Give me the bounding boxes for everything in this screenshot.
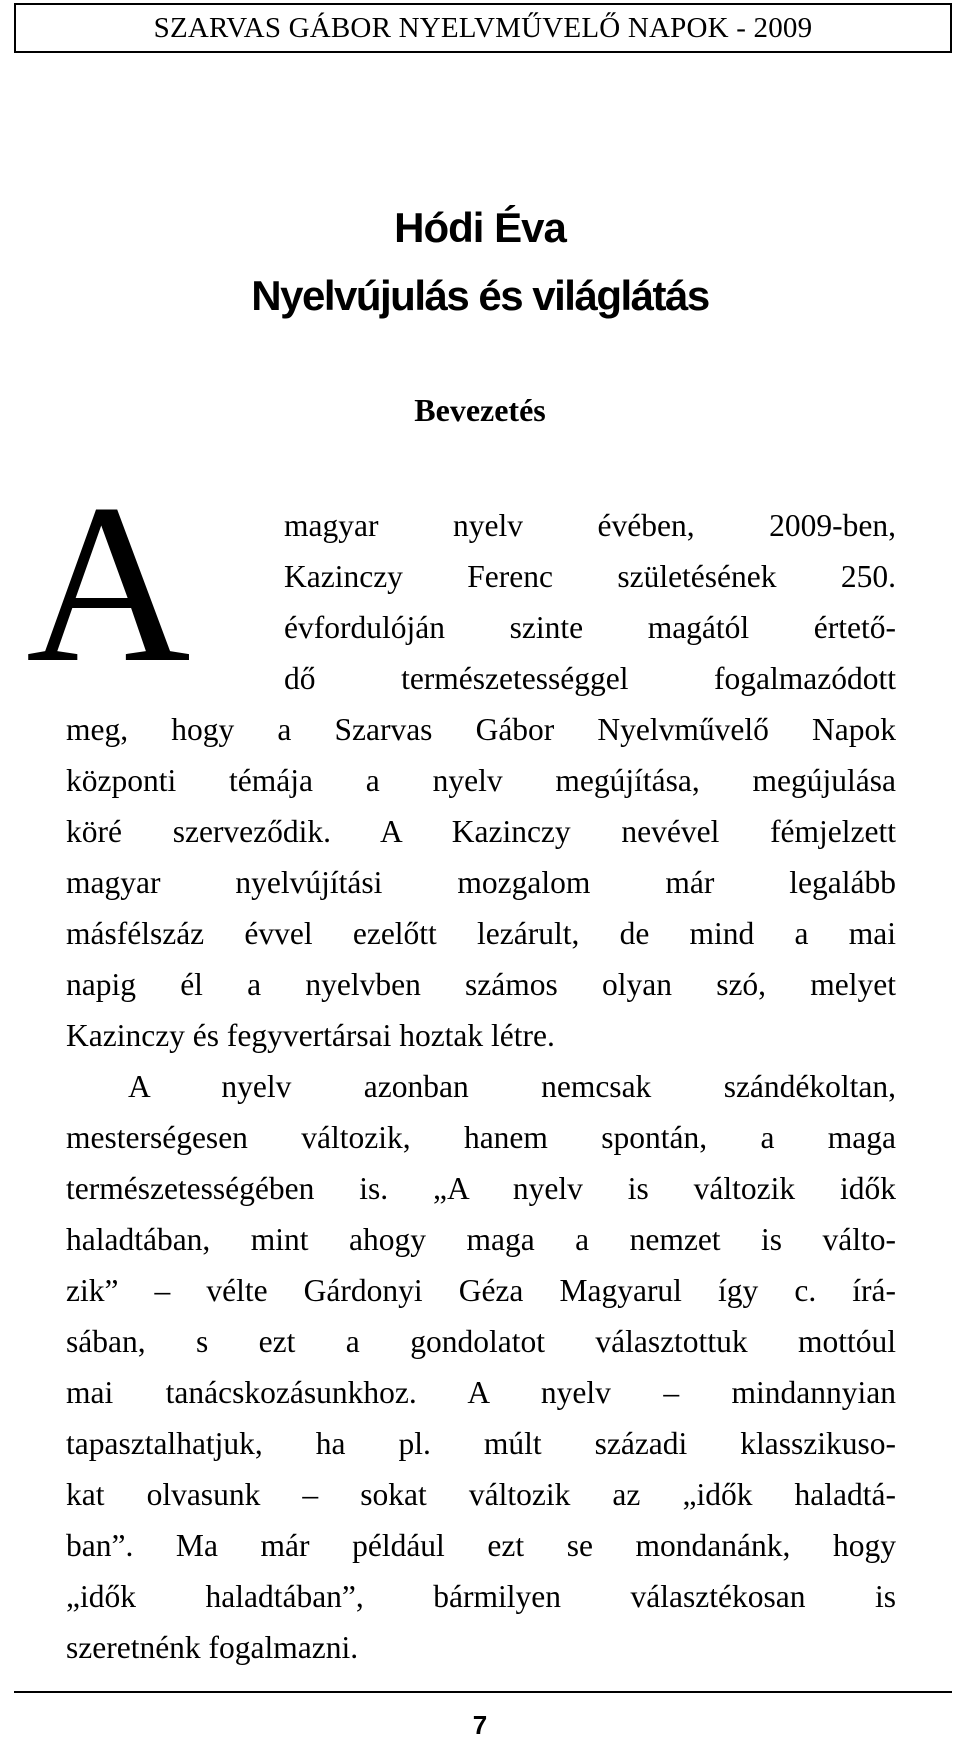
body-line: Kazinczy Ferenc születésének 250. — [284, 559, 896, 594]
body-line: magyar nyelvújítási mozgalom már legalább — [66, 865, 896, 900]
body-line: természetességében is. „A nyelv is változik idők — [66, 1171, 896, 1206]
article-title: Nyelvújulás és világlátás — [251, 272, 709, 319]
running-header-text: SZARVAS GÁBOR NYELVMŰVELŐ NAPOK - 2009 — [153, 11, 813, 44]
article-author: Hódi Éva — [394, 204, 566, 251]
drop-cap-letter: A — [26, 458, 191, 710]
body-line: kat olvasunk – sokat változik az „idők haladtá- — [66, 1477, 896, 1512]
page-number: 7 — [472, 1710, 488, 1740]
body-line: A nyelv azonban nemcsak szándékoltan, — [128, 1069, 896, 1104]
body-line: haladtában, mint ahogy maga a nemzet is válto- — [66, 1222, 896, 1257]
body-line: sában, s ezt a gondolatot választottuk mottóul — [66, 1324, 896, 1359]
article-body — [66, 500, 896, 1673]
section-heading: Bevezetés — [414, 392, 546, 428]
body-line: zik” – vélte Gárdonyi Géza Magyarul így c. írá- — [66, 1273, 896, 1308]
body-line: magyar nyelv évében, 2009-ben, — [284, 508, 896, 543]
body-line: szeretnénk fogalmazni. — [66, 1630, 359, 1665]
body-line: „idők haladtában”, bármilyen választékosan is — [66, 1579, 896, 1614]
body-line: napig él a nyelvben számos olyan szó, melyet — [66, 967, 896, 1002]
footer-divider — [14, 1691, 952, 1693]
body-line: mai tanácskozásunkhoz. A nyelv – mindannyian — [66, 1375, 896, 1410]
body-line: másfélszáz évvel ezelőtt lezárult, de mind a mai — [66, 916, 896, 951]
body-line: évfordulóján szinte magától értető- — [284, 610, 896, 645]
body-line: ban”. Ma már például ezt se mondanánk, hogy — [66, 1528, 896, 1563]
body-line: meg, hogy a Szarvas Gábor Nyelvművelő Napok — [66, 712, 896, 747]
body-line: Kazinczy és fegyvertársai hoztak létre. — [66, 1018, 555, 1053]
body-line: köré szerveződik. A Kazinczy nevével fémjelzett — [66, 814, 896, 849]
body-line: tapasztalhatjuk, ha pl. múlt századi klasszikuso- — [66, 1426, 896, 1461]
body-line: központi témája a nyelv megújítása, megújulása — [66, 763, 896, 798]
body-line: dő természetességgel fogalmazódott — [284, 661, 896, 696]
body-line: mesterségesen változik, hanem spontán, a maga — [66, 1120, 896, 1155]
running-header — [14, 3, 952, 53]
